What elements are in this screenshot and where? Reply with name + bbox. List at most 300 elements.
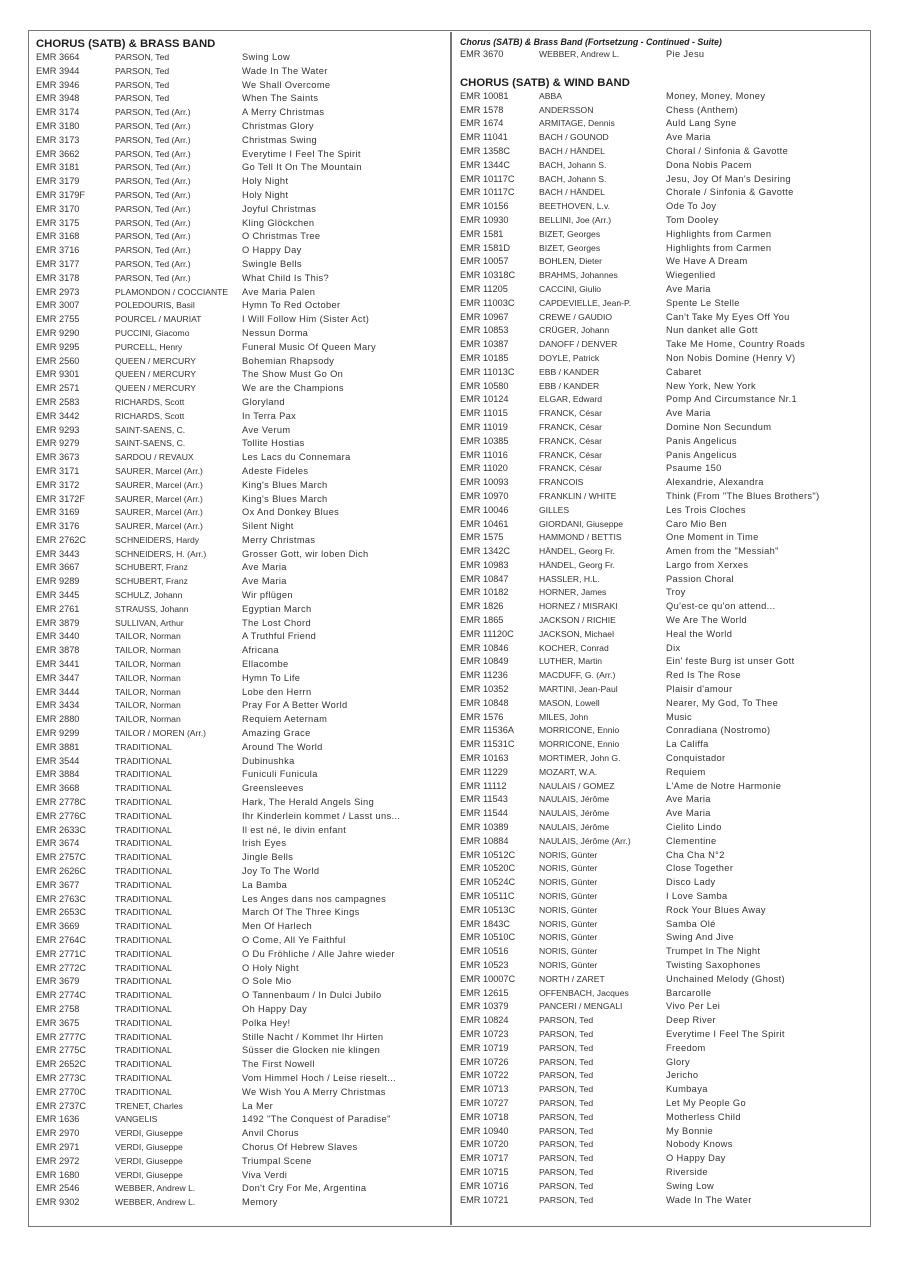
title: O Tannenbaum / In Dulci Jubilo <box>242 990 382 1001</box>
title: Les Anges dans nos campagnes <box>242 893 387 904</box>
catalog-row <box>36 837 446 851</box>
catalog-number: EMR 10182 <box>460 587 509 598</box>
title: Dubinushka <box>242 755 295 766</box>
catalog-number: EMR 3664 <box>36 52 80 62</box>
catalog-number: EMR 2763C <box>36 893 87 904</box>
catalog-number: EMR 11112 <box>460 780 507 791</box>
composer: TRADITIONAL <box>115 879 172 890</box>
catalog-number: EMR 3171 <box>36 465 80 476</box>
catalog-number: EMR 3179F <box>36 189 86 200</box>
composer: NORIS, Günter <box>539 863 598 874</box>
composer: FRANCK, César <box>539 449 603 460</box>
title: In Terra Pax <box>242 410 297 421</box>
catalog-row <box>36 79 446 93</box>
title: Ave Maria Palen <box>242 286 316 297</box>
catalog-row <box>36 1182 446 1196</box>
composer: PARSON, Ted (Arr.) <box>115 217 191 228</box>
composer: SAURER, Marcel (Arr.) <box>115 507 203 518</box>
title: Cielito Lindo <box>666 822 722 833</box>
composer: MARTINI, Jean-Paul <box>539 684 618 695</box>
title: Twisting Saxophones <box>666 960 761 970</box>
composer: TRADITIONAL <box>115 741 172 752</box>
title: Joy To The World <box>242 866 320 877</box>
composer: BIZET, Georges <box>539 242 601 253</box>
title: Passion Choral <box>666 573 734 584</box>
title: Conquistador <box>666 753 726 764</box>
title: La Califfa <box>666 739 709 750</box>
catalog-row <box>460 752 870 766</box>
title: Swingle Bells <box>242 258 302 269</box>
composer: DOYLE, Patrick <box>539 352 600 363</box>
composer: QUEEN / MERCURY <box>115 383 197 394</box>
composer: OFFENBACH, Jacques <box>539 987 629 998</box>
composer: HÄNDEL, Georg Fr. <box>539 546 615 557</box>
title: Red Is The Rose <box>666 670 741 681</box>
catalog-number: EMR 1826 <box>460 601 504 612</box>
composer: JACKSON / RICHIE <box>539 615 616 626</box>
catalog-number: EMR 10715 <box>460 1166 509 1177</box>
catalog-number: EMR 2777C <box>36 1031 87 1042</box>
composer: TRADITIONAL <box>115 976 172 987</box>
composer: TAILOR, Norman <box>115 686 181 697</box>
catalog-row <box>36 506 446 520</box>
catalog-number: EMR 10524C <box>460 877 516 888</box>
catalog-row <box>460 573 870 587</box>
title: O Sole Mio <box>242 976 292 987</box>
catalog-number: EMR 2770C <box>36 1086 87 1097</box>
composer: TAILOR, Norman <box>115 659 181 670</box>
title: Glory <box>666 1056 690 1067</box>
catalog-number: EMR 3434 <box>36 700 80 711</box>
composer: MASON, Lowell <box>539 697 600 708</box>
composer: TRENET, Charles <box>115 1100 183 1111</box>
composer: VERDI, Giuseppe <box>115 1141 183 1152</box>
composer: PARSON, Ted <box>539 1042 594 1053</box>
catalog-row <box>460 655 870 669</box>
catalog-row <box>460 807 870 821</box>
catalog-number: EMR 10513C <box>460 904 516 915</box>
catalog-row <box>460 1028 870 1042</box>
title: Polka Hey! <box>242 1017 291 1028</box>
catalog-number: EMR 1575 <box>460 532 504 543</box>
catalog-number: EMR 3176 <box>36 521 80 532</box>
catalog-number: EMR 11120C <box>460 628 514 639</box>
title: Joyful Christmas <box>242 203 317 214</box>
catalog-row <box>460 1056 870 1070</box>
composer: PARSON, Ted <box>539 1166 594 1177</box>
catalog-row <box>36 148 446 162</box>
title: Bohemian Rhapsody <box>242 355 335 366</box>
catalog-row <box>36 382 446 396</box>
composer: TAILOR, Norman <box>115 700 181 711</box>
composer: BACH / HÄNDEL <box>539 145 605 156</box>
composer: NORTH / ZARET <box>539 973 605 984</box>
catalog-number: EMR 2880 <box>36 714 80 725</box>
catalog-row <box>460 973 870 987</box>
catalog-number: EMR 1581D <box>460 242 511 253</box>
title: Chorale / Sinfonia & Gavotte <box>666 187 794 198</box>
composer: VERDI, Giuseppe <box>115 1155 183 1166</box>
composer: PARSON, Ted <box>539 1056 594 1067</box>
title: Dix <box>666 642 681 653</box>
catalog-number: EMR 2764C <box>36 935 87 945</box>
catalog-row <box>460 738 870 752</box>
composer: GIORDANI, Giuseppe <box>539 518 624 529</box>
catalog-row <box>460 669 870 683</box>
composer: FRANCK, César <box>539 463 603 474</box>
catalog-row <box>36 727 446 741</box>
title: Take Me Home, Country Roads <box>666 339 806 350</box>
catalog-row <box>36 755 446 769</box>
catalog-number: EMR 3879 <box>36 617 80 628</box>
catalog-number: EMR 3878 <box>36 645 80 656</box>
composer: TRADITIONAL <box>115 852 172 863</box>
catalog-row <box>36 630 446 644</box>
composer: VANGELIS <box>115 1114 158 1125</box>
catalog-number: EMR 10983 <box>460 559 509 570</box>
title: O Christmas Tree <box>242 231 321 242</box>
composer: PARSON, Ted <box>115 65 170 76</box>
catalog-row <box>36 175 446 189</box>
title: Motherless Child <box>666 1111 741 1122</box>
composer: POLEDOURIS, Basil <box>115 300 195 311</box>
composer: TRADITIONAL <box>115 1003 172 1014</box>
composer: GILLES <box>539 504 570 515</box>
title: 1492 "The Conquest of Paradise" <box>242 1114 391 1125</box>
catalog-number: EMR 2633C <box>36 824 87 835</box>
catalog-number: EMR 3177 <box>36 258 80 269</box>
catalog-row <box>36 1155 446 1169</box>
composer: SCHUBERT, Franz <box>115 562 188 573</box>
catalog-row <box>36 479 446 493</box>
composer: PARSON, Ted (Arr.) <box>115 272 191 283</box>
catalog-number: EMR 12615 <box>460 987 509 998</box>
catalog-row <box>460 435 870 449</box>
title: Il est né, le divin enfant <box>242 824 347 835</box>
composer: SULLIVAN, Arthur <box>115 617 184 628</box>
composer: BELLINI, Joe (Arr.) <box>539 214 612 225</box>
catalog-number: EMR 10824 <box>460 1015 509 1026</box>
composer: PARSON, Ted (Arr.) <box>115 148 191 159</box>
composer: PARSON, Ted <box>539 1084 594 1095</box>
catalog-row <box>460 131 870 145</box>
catalog-number: EMR 11003C <box>460 297 515 308</box>
composer: LUTHER, Martin <box>539 656 603 667</box>
title: We Are The World <box>666 615 748 626</box>
composer: FRANCK, César <box>539 435 603 446</box>
catalog-number: EMR 2758 <box>36 1003 80 1014</box>
catalog-row <box>36 327 446 341</box>
composer: TAILOR, Norman <box>115 631 181 642</box>
catalog-number: EMR 1865 <box>460 615 504 626</box>
title: Adeste Fideles <box>242 465 309 476</box>
catalog-row <box>36 893 446 907</box>
catalog-row <box>460 1000 870 1014</box>
title: Spente Le Stelle <box>666 297 740 308</box>
catalog-number: EMR 3881 <box>36 741 80 752</box>
title: I Will Follow Him (Sister Act) <box>242 314 370 325</box>
title: March Of The Three Kings <box>242 907 360 918</box>
catalog-row <box>460 1042 870 1056</box>
catalog-row <box>36 1127 446 1141</box>
catalog-number: EMR 3679 <box>36 976 80 987</box>
composer: TRADITIONAL <box>115 797 172 808</box>
catalog-number: EMR 3440 <box>36 631 80 642</box>
catalog-row <box>460 821 870 835</box>
catalog-number: EMR 2761 <box>36 603 80 614</box>
title: Close Together <box>666 863 734 874</box>
catalog-number: EMR 10352 <box>460 684 509 695</box>
composer: PARSON, Ted <box>539 1180 594 1191</box>
catalog-number: EMR 3675 <box>36 1017 80 1028</box>
catalog-row <box>460 1180 870 1194</box>
catalog-number: EMR 2653C <box>36 907 87 918</box>
title: Ave Maria <box>666 408 711 419</box>
catalog-row <box>36 203 446 217</box>
title: Jesu, Joy Of Man's Desiring <box>666 173 791 184</box>
catalog-number: EMR 10093 <box>460 477 509 488</box>
composer: TRADITIONAL <box>115 990 172 1001</box>
catalog-number: EMR 10511C <box>460 891 515 902</box>
composer: FRANCK, César <box>539 421 603 432</box>
catalog-row <box>36 782 446 796</box>
catalog-row <box>36 561 446 575</box>
composer: CAPDEVIELLE, Jean-P. <box>539 297 632 308</box>
title: Egyptian March <box>242 603 312 614</box>
title: Ox And Donkey Blues <box>242 507 340 518</box>
composer: MILES, John <box>539 711 589 722</box>
catalog-row <box>460 628 870 642</box>
catalog-row <box>460 1125 870 1139</box>
catalog-row <box>460 531 870 545</box>
brass-band-continued-list <box>460 48 870 62</box>
composer: TRADITIONAL <box>115 769 172 780</box>
composer: DANOFF / DENVER <box>539 339 618 350</box>
composer: ELGAR, Edward <box>539 394 603 405</box>
catalog-number: EMR 11019 <box>460 421 508 432</box>
catalog-number: EMR 2757C <box>36 852 87 863</box>
catalog-number: EMR 3673 <box>36 452 80 463</box>
catalog-row <box>36 575 446 589</box>
title: Christmas Glory <box>242 120 314 131</box>
catalog-row <box>36 865 446 879</box>
wind-band-list <box>460 90 870 1208</box>
composer: SAURER, Marcel (Arr.) <box>115 521 203 532</box>
catalog-number: EMR 2583 <box>36 396 80 407</box>
catalog-number: EMR 11013C <box>460 366 515 377</box>
catalog-number: EMR 1680 <box>36 1169 80 1180</box>
catalog-number: EMR 10847 <box>460 573 509 584</box>
catalog-row <box>460 931 870 945</box>
title: Money, Money, Money <box>666 90 766 101</box>
composer: QUEEN / MERCURY <box>115 355 197 366</box>
title: Wade In The Water <box>242 65 328 76</box>
title: Swing Low <box>666 1180 715 1191</box>
catalog-number: EMR 1342C <box>460 546 511 557</box>
catalog-row <box>460 904 870 918</box>
title: Let My People Go <box>666 1097 747 1108</box>
catalog-row <box>36 589 446 603</box>
title: We Wish You A Merry Christmas <box>242 1086 386 1097</box>
catalog-row <box>36 1044 446 1058</box>
composer: PARSON, Ted <box>539 1015 594 1026</box>
title: Conradiana (Nostromo) <box>666 725 771 736</box>
composer: TRADITIONAL <box>115 838 172 849</box>
catalog-row <box>36 644 446 658</box>
catalog-row <box>36 699 446 713</box>
catalog-row <box>36 1058 446 1072</box>
composer: NORIS, Günter <box>539 946 598 957</box>
title: Ihr Kinderlein kommet / Lasst uns... <box>242 810 401 821</box>
catalog-number: EMR 2626C <box>36 866 87 877</box>
catalog-row <box>36 299 446 313</box>
title: Auld Lang Syne <box>666 118 737 129</box>
catalog-row <box>460 1097 870 1111</box>
catalog-row <box>36 465 446 479</box>
title: Süsser die Glocken nie klingen <box>242 1045 381 1056</box>
catalog-row <box>36 272 446 286</box>
title: Plaisir d'amour <box>666 684 733 695</box>
composer: TRADITIONAL <box>115 1017 172 1028</box>
title: La Mer <box>242 1100 274 1111</box>
composer: TAILOR / MOREN (Arr.) <box>115 728 207 739</box>
title: Go Tell It On The Mountain <box>242 162 362 173</box>
composer: QUEEN / MERCURY <box>115 369 197 380</box>
catalog-number: EMR 10726 <box>460 1056 509 1067</box>
title: Ode To Joy <box>666 201 717 212</box>
composer: NAULAIS, Jérôme (Arr.) <box>539 835 631 846</box>
catalog-number: EMR 3677 <box>36 879 80 890</box>
composer: ABBA <box>539 90 562 101</box>
catalog-row <box>36 906 446 920</box>
catalog-number: EMR 2778C <box>36 797 87 808</box>
catalog-row <box>460 186 870 200</box>
catalog-number: EMR 10389 <box>460 822 509 833</box>
catalog-row <box>460 780 870 794</box>
catalog-row <box>460 145 870 159</box>
catalog-row <box>460 269 870 283</box>
composer: TAILOR, Norman <box>115 645 181 656</box>
catalog-number: EMR 10846 <box>460 642 509 653</box>
title: Cabaret <box>666 366 702 377</box>
catalog-row <box>460 490 870 504</box>
catalog-number: EMR 11236 <box>460 670 508 681</box>
composer: NAULAIS, Jérôme <box>539 808 610 819</box>
catalog-row <box>460 48 870 62</box>
catalog-number: EMR 1636 <box>36 1114 80 1125</box>
catalog-number: EMR 3007 <box>36 300 80 311</box>
composer: PARSON, Ted <box>539 1153 594 1164</box>
composer: BEETHOVEN, L.v. <box>539 201 610 212</box>
catalog-number: EMR 3884 <box>36 769 80 780</box>
catalog-row <box>460 283 870 297</box>
catalog-number: EMR 10723 <box>460 1028 509 1039</box>
composer: NAULAIS, Jérôme <box>539 794 610 805</box>
composer: TRADITIONAL <box>115 935 172 945</box>
catalog-row <box>36 975 446 989</box>
title: L'Ame de Notre Harmonie <box>666 780 782 791</box>
title: Cha Cha N°2 <box>666 849 725 860</box>
catalog-row <box>460 297 870 311</box>
catalog-number: EMR 9302 <box>36 1197 80 1208</box>
title: Amen from the "Messiah" <box>666 546 779 557</box>
composer: SCHNEIDERS, Hardy <box>115 534 200 545</box>
catalog-row <box>36 217 446 231</box>
catalog-row <box>36 1100 446 1114</box>
composer: PARSON, Ted <box>539 1097 594 1108</box>
catalog-row <box>460 518 870 532</box>
catalog-number: EMR 9301 <box>36 369 80 380</box>
catalog-row <box>460 104 870 118</box>
catalog-number: EMR 11229 <box>460 766 508 777</box>
title: Heal the World <box>666 628 733 639</box>
catalog-number: EMR 10967 <box>460 311 509 322</box>
catalog-row <box>460 766 870 780</box>
catalog-number: EMR 2776C <box>36 810 87 821</box>
composer: NORIS, Günter <box>539 932 598 943</box>
title: Barcarolle <box>666 987 712 998</box>
catalog-row <box>460 835 870 849</box>
composer: FRANKLIN / WHITE <box>539 490 617 501</box>
catalog-number: EMR 3170 <box>36 203 80 214</box>
catalog-number: EMR 10716 <box>460 1180 509 1191</box>
catalog-number: EMR 3179 <box>36 176 80 187</box>
composer: TRADITIONAL <box>115 1045 172 1056</box>
title: Highlights from Carmen <box>666 228 772 239</box>
catalog-row <box>460 366 870 380</box>
title: Kling Glöckchen <box>242 217 315 228</box>
catalog-number: EMR 2571 <box>36 383 80 394</box>
catalog-number: EMR 2771C <box>36 948 87 959</box>
composer: RICHARDS, Scott <box>115 410 185 421</box>
title: Amazing Grace <box>242 728 311 739</box>
title: Oh Happy Day <box>242 1003 308 1014</box>
title: A Truthful Friend <box>242 631 317 642</box>
catalog-number: EMR 11531C <box>460 739 515 750</box>
catalog-row <box>460 614 870 628</box>
composer: NAULAIS, Jérôme <box>539 822 610 833</box>
catalog-row <box>460 559 870 573</box>
catalog-row <box>36 65 446 79</box>
composer: PARSON, Ted (Arr.) <box>115 162 191 173</box>
title: Nun danket alle Gott <box>666 325 758 336</box>
catalog-number: EMR 10970 <box>460 490 509 501</box>
catalog-number: EMR 11041 <box>460 132 508 143</box>
title: Wiegenlied <box>666 270 716 281</box>
catalog-row <box>36 920 446 934</box>
catalog-row <box>460 90 870 104</box>
composer: NORIS, Günter <box>539 960 598 970</box>
catalog-row <box>36 989 446 1003</box>
catalog-number: EMR 3442 <box>36 410 80 421</box>
title: Greensleeves <box>242 783 304 794</box>
composer: PANCERI / MENGALI <box>539 1001 623 1012</box>
catalog-row <box>36 120 446 134</box>
title: Kumbaya <box>666 1084 708 1095</box>
catalog-row <box>36 824 446 838</box>
title: Requiem <box>666 766 706 777</box>
catalog-row <box>460 945 870 959</box>
title: Hymn To Life <box>242 672 301 683</box>
composer: PARSON, Ted (Arr.) <box>115 258 191 269</box>
catalog-number: EMR 9299 <box>36 728 80 739</box>
composer: HÄNDEL, Georg Fr. <box>539 559 615 570</box>
composer: TRADITIONAL <box>115 893 172 904</box>
composer: PARSON, Ted <box>115 52 170 62</box>
title: Pray For A Better World <box>242 700 348 711</box>
catalog-number: EMR 10510C <box>460 932 516 943</box>
catalog-number: EMR 10717 <box>460 1153 509 1164</box>
